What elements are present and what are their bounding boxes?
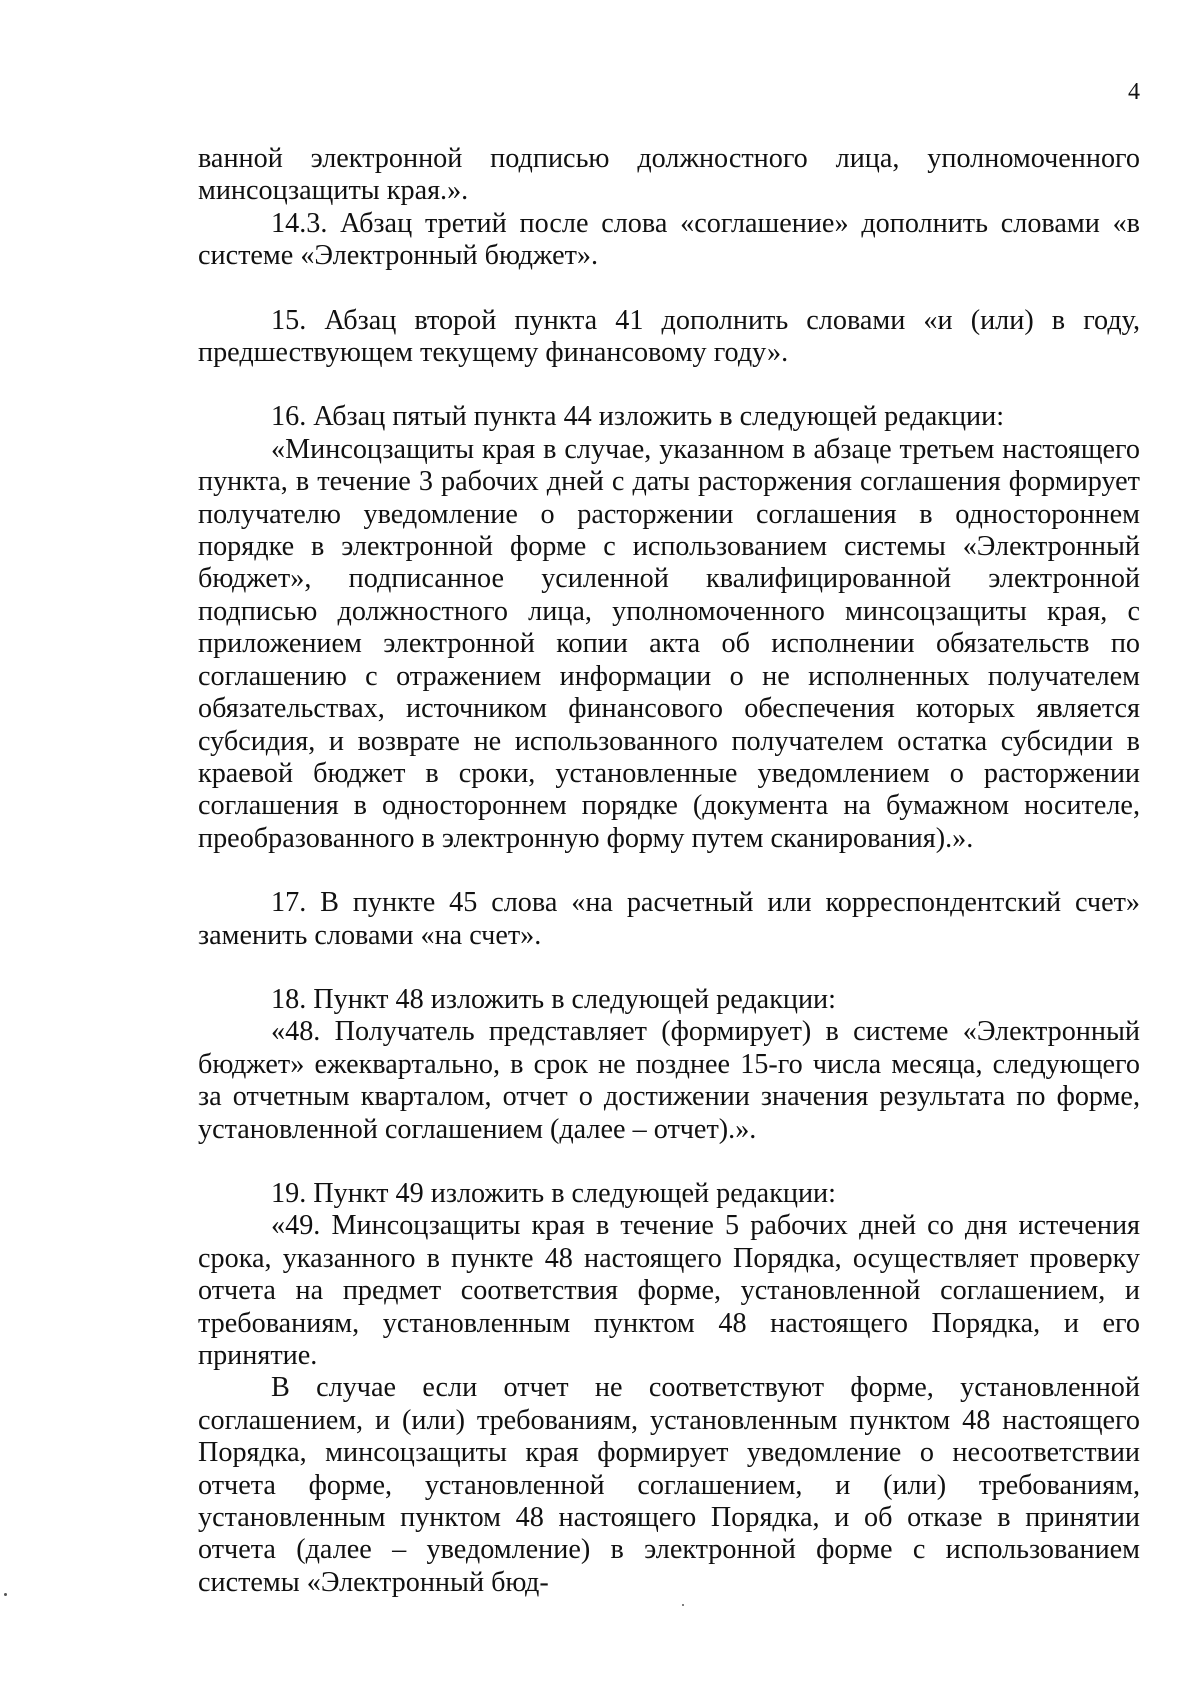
page-number: 4 — [1128, 79, 1140, 105]
paragraph-spacer — [198, 369, 1140, 401]
paragraph-spacer — [198, 273, 1140, 305]
paragraph: 19. Пункт 49 изложить в следующей редакции: — [271, 1177, 836, 1209]
paragraph: 18. Пункт 48 изложить в следующей редакции: — [271, 983, 836, 1015]
paragraph: ванной электронной подписью должностного лица, уполномоченного минсоцзащиты края.». — [198, 143, 1140, 207]
scan-speck — [682, 1604, 684, 1606]
paragraph-spacer — [198, 952, 1140, 984]
paragraph: В случае если отчет не соответствуют форме, установленной соглашением, и (или) требованиям, установленным пунктом 48 настоящего Порядка, минсоцзащиты края формирует уведомление о несоответствии отчета форме, установленной соглашением, и (или) требованиям, установленным пунктом 48 настоящего Порядка, и об отказе в принятии отчета (далее – уведомление) в электронной форме с использованием системы «Электронный бюд- — [198, 1372, 1140, 1598]
paragraph: 16. Абзац пятый пункта 44 изложить в следующей редакции: — [271, 401, 1005, 433]
page-text — [198, 143, 1140, 1599]
paragraph: «49. Минсоцзащиты края в течение 5 рабочих дней со дня истечения срока, указанного в пункте 48 настоящего Порядка, осуществляет проверку отчета на предмет соответствия форме, установленной соглашением, и требованиям, установленным пунктом 48 настоящего Порядка, и его принятие. — [198, 1210, 1140, 1371]
paragraph: «Минсоцзащиты края в случае, указанном в абзаце третьем настоящего пункта, в течение 3 рабочих дней с даты расторжения соглашения формирует получателю уведомление о расторжении соглашения в одностороннем порядке в электронной форме с использованием системы «Электронный бюджет», подписанное усиленной квалифицированной электронной подписью должностного лица, уполномоченного минсоцзащиты края, с приложением электронной копии акта об исполнении обязательств по соглашению с отражением информации о не исполненных получателем обязательствах, источником финансового обеспечения которых является субсидия, и возврате не использованного получателем остатка субсидии в краевой бюджет в сроки, установленные уведомлением о расторжении соглашения в одностороннем порядке (документа на бумажном носителе, преобразованного в электронную форму путем сканирования).». — [198, 433, 1140, 854]
paragraph: 14.3. Абзац третий после слова «соглашение» дополнить словами «в системе «Электронный бюджет». — [198, 207, 1140, 272]
paragraph: «48. Получатель представляет (формирует) в системе «Электронный бюджет» ежеквартально, в срок не позднее 15-го числа месяца, следующего за отчетным кварталом, отчет о достижении значения результата по форме, установленной соглашением (далее – отчет).». — [198, 1016, 1140, 1145]
paragraph-spacer — [198, 855, 1140, 887]
paragraph-spacer — [198, 1146, 1140, 1178]
scan-speck — [4, 1593, 7, 1596]
paragraph: 15. Абзац второй пункта 41 дополнить словами «и (или) в году, предшествующем текущему финансовому году». — [198, 304, 1140, 369]
paragraph: 17. В пункте 45 слова «на расчетный или корреспондентский счет» заменить словами «на счет». — [198, 887, 1140, 951]
